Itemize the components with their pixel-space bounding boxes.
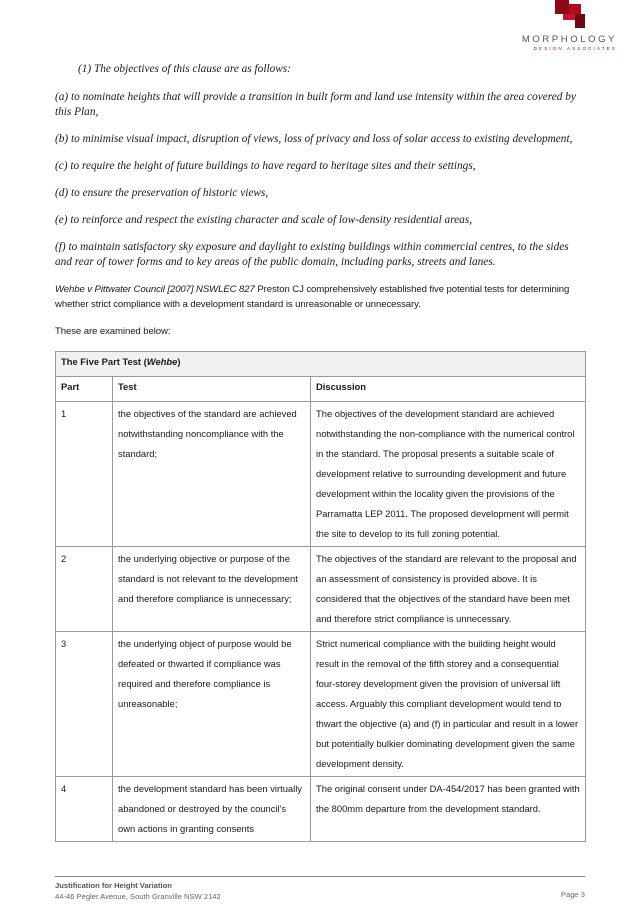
- intro-paragraph: [55, 282, 585, 312]
- objective-b: (b) to minimise visual impact, disruption of views, loss of privacy and loss of solar access to existing development,: [55, 133, 573, 145]
- table-title-row: [56, 352, 586, 377]
- morphology-logo-mark: [555, 0, 589, 30]
- objective-e: (e) to reinforce and respect the existing character and scale of low-density residential areas,: [55, 214, 473, 226]
- page-content: [55, 62, 585, 842]
- table-row: [56, 547, 586, 632]
- row-part: 2: [56, 547, 113, 632]
- five-part-test-table: [55, 351, 586, 842]
- company-logo: [521, 0, 637, 58]
- table-row: [56, 632, 586, 777]
- table-title: The Five Part Test (Wehbe): [56, 352, 586, 377]
- objective-c: (c) to require the height of future buildings to have regard to heritage sites and their settings,: [55, 160, 476, 172]
- table-row: [56, 777, 586, 842]
- row-test: the objectives of the standard are achieved notwithstanding noncompliance with the standard;: [113, 402, 311, 547]
- page-footer: [55, 876, 585, 902]
- table-row: [56, 402, 586, 547]
- row-part: 1: [56, 402, 113, 547]
- row-discussion: The original consent under DA-454/2017 has been granted with the 800mm departure from the development standard.: [311, 777, 586, 842]
- column-header-test: Test: [113, 377, 311, 402]
- row-part: 4: [56, 777, 113, 842]
- table-header-row: [56, 377, 586, 402]
- column-header-part: Part: [56, 377, 113, 402]
- row-discussion: Strict numerical compliance with the building height would result in the removal of the fifth storey and a consequential four-storey development given the provision of universal lift access. Arguably this compliant development would tend to thwart the objective (a) and (f) in particular and result in a lower but potentially bulkier dominating development given the same development density.: [311, 632, 586, 777]
- row-test: the development standard has been virtually abandoned or destroyed by the council's own actions in granting consents: [113, 777, 311, 842]
- footer-title: Justification for Height Variation: [55, 881, 172, 890]
- row-discussion: The objectives of the standard are relevant to the proposal and an assessment of consistency is provided above. It is considered that the objectives of the standard have been met and therefore strict compliance is unnecessary.: [311, 547, 586, 632]
- logo-name: MORPHOLOGY: [521, 34, 617, 45]
- row-test: the underlying object of purpose would be defeated or thwarted if compliance was required and therefore compliance is unreasonable;: [113, 632, 311, 777]
- case-citation: Wehbe v Pittwater Council [2007] NSWLEC 827: [55, 284, 255, 295]
- objectives-heading: (1) The objectives of this clause are as follows:: [78, 63, 291, 75]
- objective-f: (f) to maintain satisfactory sky exposure and daylight to existing buildings within commercial centres, to the sides and rear of tower forms and to key areas of the public domain, including parks, streets and lanes.: [55, 241, 569, 268]
- footer-address: 44-46 Pegler Avenue, South Granville NSW 2142: [55, 892, 221, 901]
- row-discussion: The objectives of the development standard are achieved notwithstanding the non-compliance with the numerical control in the standard. The proposal presents a suitable scale of development relative to surrounding development and future development within the locality given the provisions of the Parramatta LEP 2011. The proposed development will permit the site to develop to its full zoning potential.: [311, 402, 586, 547]
- page-number: Page 3: [560, 890, 585, 899]
- logo-tagline: DESIGN ASSOCIATES: [533, 46, 617, 51]
- intro-text: Preston CJ comprehensively established five potential tests for determining whether strict compliance with a development standard is unreasonable or unnecessary.: [55, 284, 570, 310]
- row-part: 3: [56, 632, 113, 777]
- column-header-discussion: Discussion: [311, 377, 586, 402]
- row-test: the underlying objective or purpose of the standard is not relevant to the development and therefore compliance is unnecessary;: [113, 547, 311, 632]
- examined-text: These are examined below:: [55, 326, 171, 337]
- objective-a: (a) to nominate heights that will provide a transition in built form and land use intensity within the area covered by this Plan,: [55, 91, 576, 118]
- objective-d: (d) to ensure the preservation of historic views,: [55, 187, 269, 199]
